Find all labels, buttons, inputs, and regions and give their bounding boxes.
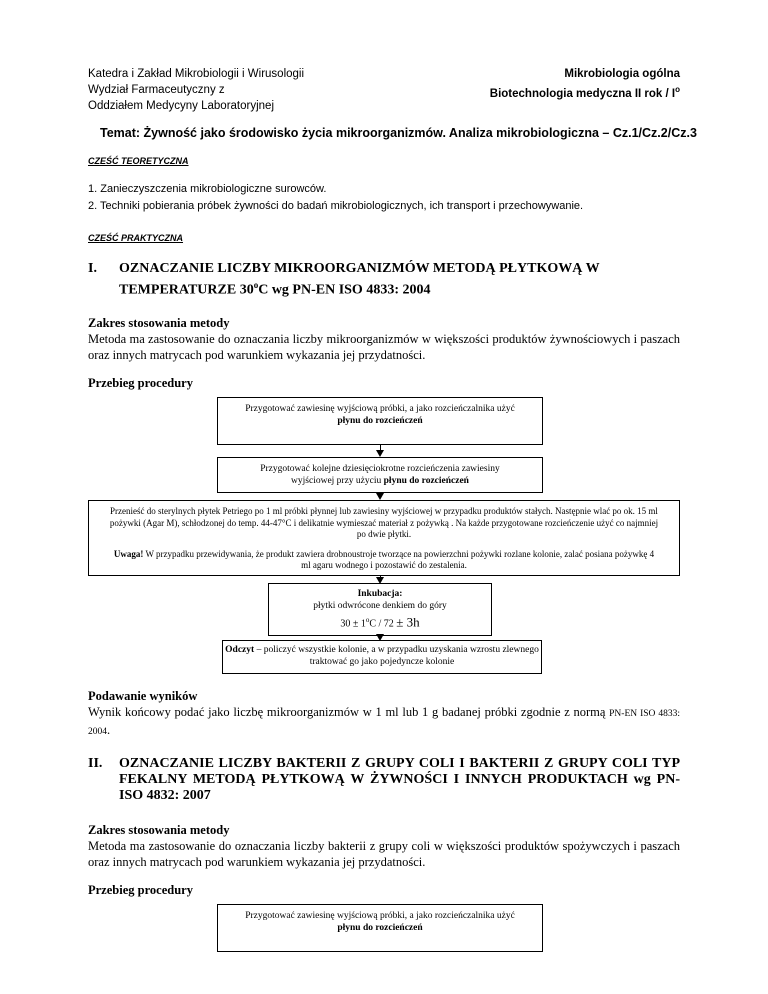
flow-step-incubation: Inkubacja: płytki odwrócone denkiem do góry $30 \pm 1^oC / 72 \pm 3h$ [268,583,492,636]
arrow-down-icon [376,450,384,457]
flow-step-dilutions: Przygotować kolejne dziesięciokrotne rozcieńczenia zawiesiny wyjściowej przy użyciu płynu do rozcieńczeń [217,457,543,493]
results-heading: Podawanie wyników [88,689,198,703]
procedure-heading: Przebieg procedury [88,883,193,897]
header-left [88,66,304,114]
section1-scope [88,315,680,363]
section1-number: I. [88,261,97,276]
department-line: Oddziałem Medycyny Laboratoryjnej [88,100,275,112]
scope-heading: Zakres stosowania metody [88,823,230,837]
flow-step-plating: Przenieść do sterylnych płytek Petriego po 1 ml próbki płynnej lub zawiesiny wyjściowej w przypadku produktów stałych. Następnie wlać po ok. 15 ml pożywki (Agar M), schłodzonej do temp. 44-47°C i delikatnie wymieszać materiał z pożywką . Na każde przygotowane rozcieńczenie użyć co najmniej po dwie płytki. Uwaga! W przypadku przewidywania, że produkt zawiera drobnoustroje tworzące na powierzchni pożywki rozlane kolonie, zalać posiana pożywkę 4 ml agaru wodnego i pozostawić do zestalenia. [88,500,680,576]
theory-heading: CZEŚĆ TEORETYCZNA [88,156,189,166]
procedure-heading: Przebieg procedury [88,376,193,390]
list-item: 2. Techniki pobierania próbek żywności do badań mikrobiologicznych, ich transport i przechowywanie. [88,200,584,212]
flow-step-suspension: Przygotować zawiesinę wyjściową próbki, a jako rozcieńczalnika użyć płynu do rozcieńczeń [217,904,543,952]
course-name: Mikrobiologia ogólna [564,68,680,80]
faculty-line: Wydział Farmaceutyczny z [88,84,225,96]
section2-scope [88,822,680,870]
flow-step-reading: Odczyt – policzyć wszystkie kolonie, a w przypadku uzyskania wzrostu zlewnego traktować go jako pojedyncze kolonie [222,640,542,674]
section2-number: II. [88,756,103,771]
practice-heading: CZEŚĆ PRAKTYCZNA [88,233,184,243]
topic-title: Temat: Żywność jako środowisko życia mikroorganizmów. Analiza mikrobiologiczna – Cz.1/Cz.2/Cz.3 [100,126,697,140]
header-right [490,66,680,102]
section1-title: OZNACZANIE LICZBY MIKROORGANIZMÓW METODĄ PŁYTKOWĄ W TEMPERATURZE 30$^o$C wg PN-EN ISO 4833: 2004 [119,261,600,298]
course-program: Biotechnologia medyczna II rok / $I^o$ [489,85,680,100]
scope-text: Metoda ma zastosowanie do oznaczania liczby mikroorganizmów w większości produktów żywnościowych i paszach oraz innych matrycach pod warunkiem wykazania jej przydatności. [88,332,680,362]
flow-step-suspension: Przygotować zawiesinę wyjściową próbki, a jako rozcieńczalnika użyć płynu do rozcieńczeń [217,397,543,445]
results-text: Wynik końcowy podać jako liczbę mikroorganizmów w 1 ml lub 1 g badanej próbki zgodnie z normą PN-EN ISO 4833: 2004. [88,705,680,737]
arrow-down-icon [376,493,384,500]
results-section [88,688,680,740]
theory-list [88,181,583,215]
institution-line: Katedra i Zakład Mikrobiologii i Wirusologii [88,68,305,80]
scope-text: Metoda ma zastosowanie do oznaczania liczby bakterii z grupy coli w większości produktów spożywczych i paszach oraz innych matrycach pod warunkiem wykazania jej przydatności. [88,839,680,869]
list-item: 1. Zanieczyszczenia mikrobiologiczne surowców. [88,183,327,195]
section2-title: OZNACZANIE LICZBY BAKTERII Z GRUPY COLI I BAKTERII Z GRUPY COLI TYP FEKALNY METODĄ PŁYTKOWĄ W ŻYWNOŚCI I INNYCH PRODUKTACH wg PN-ISO 4832: 2007 [119,756,680,803]
scope-heading: Zakres stosowania metody [88,316,230,330]
